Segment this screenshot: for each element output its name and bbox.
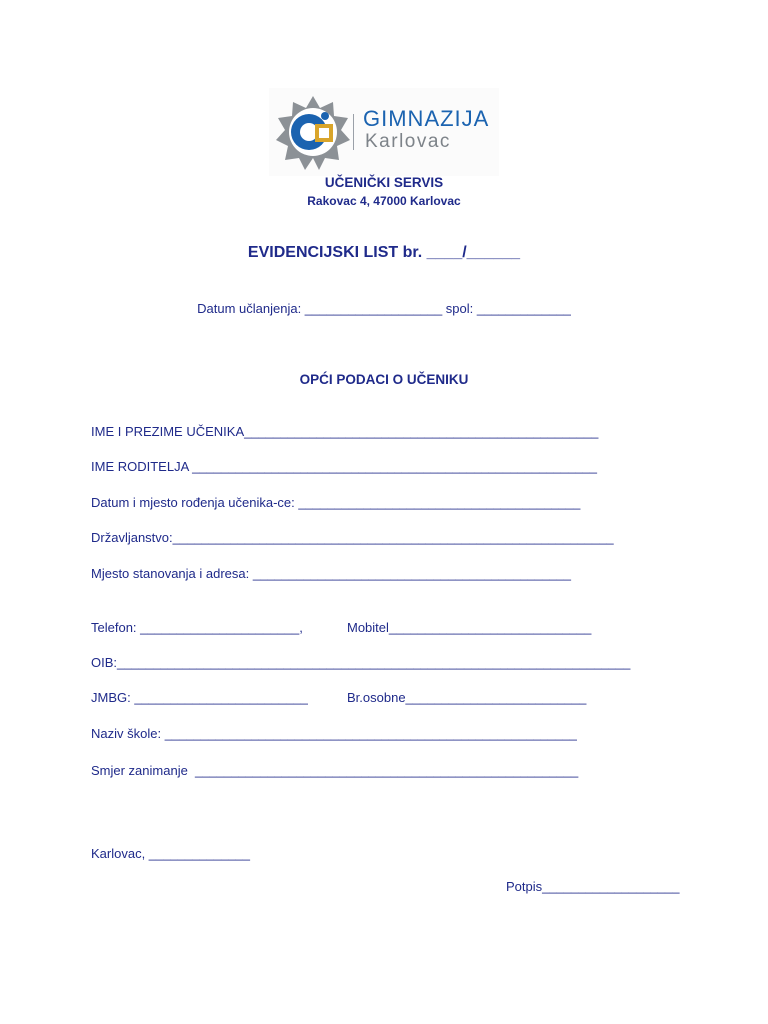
section-title: OPĆI PODACI O UČENIKU — [299, 372, 469, 387]
membership-date-gender-line: Datum učlanjenja: ___________________ spol: _____________ — [197, 301, 571, 316]
logo-divider — [353, 114, 354, 150]
citizenship-field: Državljanstvo:_____________________________________________________________ — [91, 530, 614, 545]
mobile-field: Mobitel____________________________ — [347, 620, 592, 635]
student-name-field: IME I PREZIME UČENIKA_________________________________________________ — [91, 424, 599, 439]
service-name: UČENIČKI SERVIS — [324, 175, 444, 190]
school-name-field: Naziv škole: _________________________________________________________ — [91, 726, 577, 741]
logo-school-name: GIMNAZIJA — [363, 106, 490, 131]
birth-date-place-field: Datum i mjesto rođenja učenika-ce: _______________________________________ — [91, 495, 581, 510]
signature-field: Potpis___________________ — [506, 879, 680, 894]
parent-name-field: IME RODITELJA ________________________________________________________ — [91, 459, 598, 474]
gear-emblem-icon — [275, 94, 351, 170]
school-logo — [269, 88, 499, 176]
logo-school-city: Karlovac — [365, 131, 451, 152]
service-address: Rakovac 4, 47000 Karlovac — [307, 194, 461, 208]
jmbg-field: JMBG: ________________________ — [91, 690, 308, 705]
phone-field: Telefon: ______________________, — [91, 620, 303, 635]
place-date-field: Karlovac, ______________ — [91, 846, 251, 861]
document-title: EVIDENCIJSKI LIST br. ____/______ — [247, 244, 521, 261]
oib-field: OIB:_______________________________________________________________________ — [91, 655, 631, 670]
residence-address-field: Mjesto stanovanja i adresa: ____________________________________________ — [91, 566, 571, 581]
course-field: Smjer zanimanje _____________________________________________________ — [91, 763, 579, 778]
id-card-field: Br.osobne_________________________ — [347, 690, 587, 705]
